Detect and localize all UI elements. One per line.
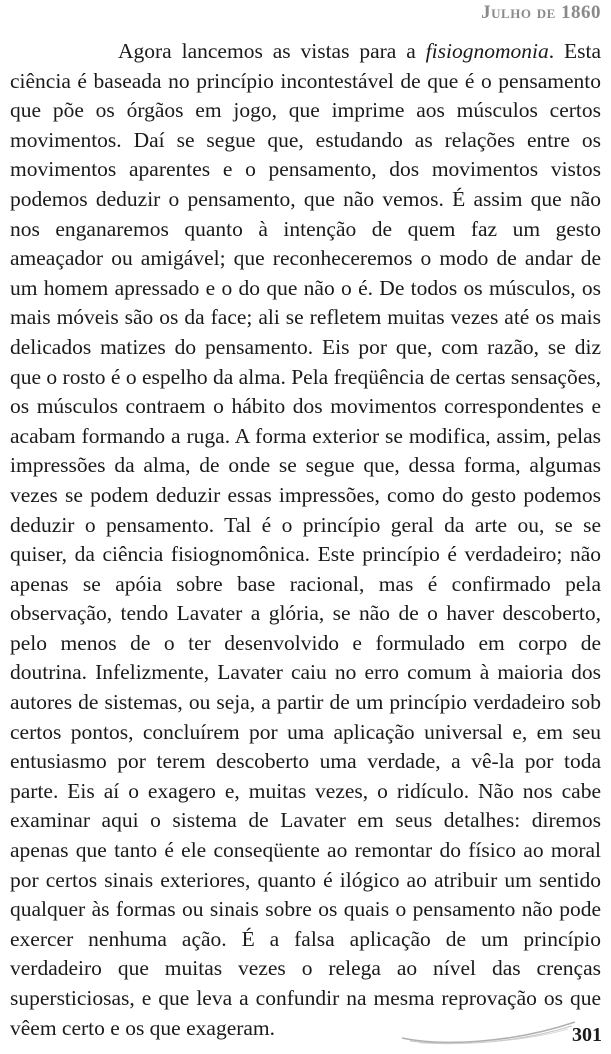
page-body bbox=[10, 37, 601, 1043]
page-number: 301 bbox=[572, 1024, 602, 1046]
page-footer bbox=[0, 1010, 611, 1054]
paragraph-text: . Esta ciência é baseada no princípio incontestável de que é o pensamento que põe os órgãos em jogo, que imprime aos músculos certos movimentos. Daí se segue que, estudando as relações entre os movimentos aparentes e o pensamento, dos movimentos vistos podemos deduzir o pensamento, que não vemos. É assim que não nos enganaremos quanto à intenção de quem faz um gesto ameaçador ou amigável; que reconheceremos o modo de andar de um homem apressado e o do que não o é. De todos os músculos, os mais móveis são os da face; ali se refletem muitas vezes até os mais delicados matizes do pensamento. Eis por que, com razão, se diz que o rosto é o espelho da alma. Pela freqüência de certas sensações, os músculos contraem o hábito dos movimentos correspondentes e acabam formando a ruga. A forma exterior se modifica, assim, pelas impressões da alma, de onde se segue que, dessa forma, algumas vezes se podem deduzir essas impressões, como do gesto podemos deduzir o pensamento. Tal é o princípio geral da arte ou, se se quiser, da ciência fisiognomônica. Este princípio é verdadeiro; não apenas se apóia sobre base racional, mas é confirmado pela observação, tendo Lavater a glória, se não de o haver descoberto, pelo menos de o ter desenvolvido e formulado em corpo de doutrina. Infelizmente, Lavater caiu no erro comum à maioria dos autores de sistemas, ou seja, a partir de um princípio verdadeiro sob certos pontos, concluírem por uma aplicação universal e, em seu entusiasmo por terem descoberto uma verdade, a vê-la por toda parte. Eis aí o exagero e, muitas vezes, o ridículo. Não nos cabe examinar aqui o sistema de Lavater em seus detalhes: diremos apenas que tanto é ele conseqüente ao remontar do físico ao moral por certos sinais exteriores, quanto é ilógico ao atribuir um sentido qualquer às formas ou sinais sobre os quais o pensamento não pode exercer nenhuma ação. É a falsa aplicação de um princípio verdadeiro que muitas vezes o relega ao nível das crenças supersticiosas, e que leva a confundir na mesma reprovação os que vêem certo e os que exageram. bbox=[10, 39, 602, 1040]
emphasized-term: fisiognomonia bbox=[425, 39, 549, 63]
running-header: Julho de 1860 bbox=[481, 2, 601, 23]
paragraph-intro: Agora lancemos as vistas para a bbox=[118, 39, 426, 63]
swoosh-ornament-icon bbox=[400, 1016, 580, 1046]
body-paragraph bbox=[10, 37, 601, 1043]
